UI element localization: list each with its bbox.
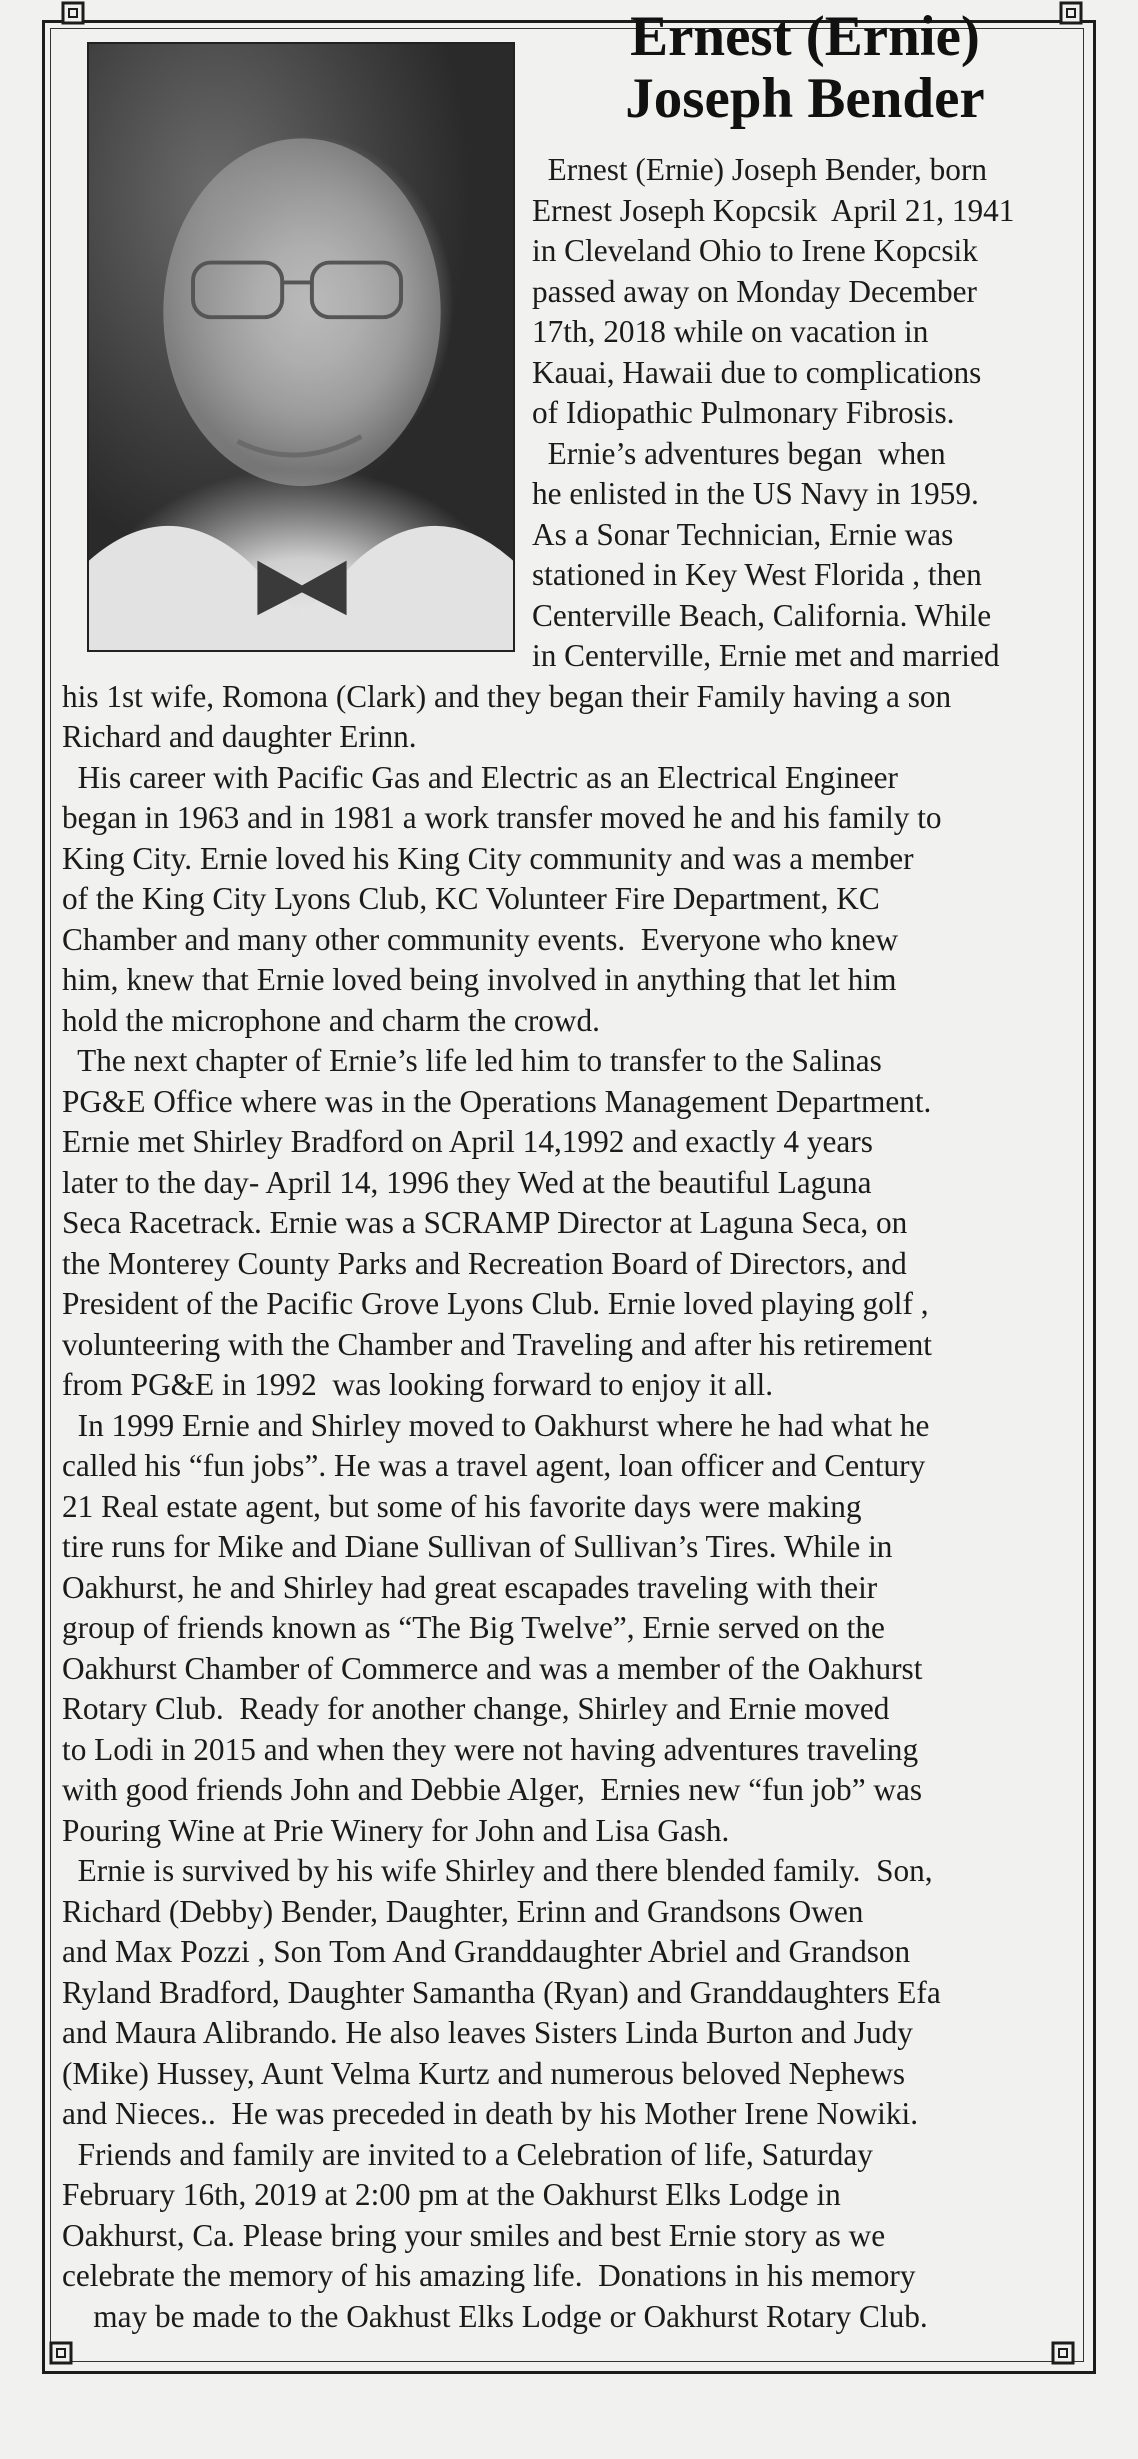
- body-line: his 1st wife, Romona (Clark) and they began their Family having a son: [62, 678, 952, 714]
- body-line: Oakhurst Chamber of Commerce and was a member of the Oakhurst: [62, 1650, 923, 1686]
- body-line: group of friends known as “The Big Twelve”, Ernie served on the: [62, 1610, 885, 1645]
- body-line: called his “fun jobs”. He was a travel agent, loan officer and Century: [62, 1448, 926, 1483]
- body-line: celebrate the memory of his amazing life. Donations in his memory: [62, 2258, 916, 2293]
- body-line: from PG&E in 1992 was looking forward to enjoy it all.: [62, 1367, 774, 1402]
- body-line: to Lodi in 2015 and when they were not having adventures traveling: [62, 1731, 919, 1767]
- body-line: His career with Pacific Gas and Electric as an Electrical Engineer: [62, 759, 898, 795]
- body-line: in Centerville, Ernie met and married: [532, 638, 1000, 673]
- corner-ornament-icon: [1050, 2340, 1078, 2368]
- body-line: volunteering with the Chamber and Traveling and after his retirement: [62, 1326, 933, 1362]
- body-line: February 16th, 2019 at 2:00 pm at the Oakhurst Elks Lodge in: [62, 2177, 841, 2212]
- body-line: Ernest Joseph Kopcsik April 21, 1941: [532, 192, 1015, 228]
- body-line: hold the microphone and charm the crowd.: [62, 1002, 600, 1038]
- body-line: Oakhurst, Ca. Please bring your smiles and best Ernie story as we: [62, 2217, 886, 2253]
- body-line: Ernest (Ernie) Joseph Bender, born: [532, 152, 988, 187]
- body-line: stationed in Key West Florida , then: [532, 557, 982, 592]
- body-line: began in 1963 and in 1981 a work transfer moved he and his family to: [62, 800, 942, 835]
- body-line: PG&E Office where was in the Operations Management Department.: [62, 1083, 932, 1119]
- body-line: with good friends John and Debbie Alger, Ernies new “fun job” was: [62, 1772, 923, 1807]
- body-line: him, knew that Ernie loved being involved in anything that let him: [62, 962, 897, 997]
- body-line: Seca Racetrack. Ernie was a SCRAMP Director at Laguna Seca, on: [62, 1205, 908, 1240]
- body-line: he enlisted in the US Navy in 1959.: [532, 476, 979, 511]
- title-line: Ernest (Ernie): [630, 5, 980, 68]
- body-line: 17th, 2018 while on vacation in: [532, 314, 929, 349]
- corner-ornament-icon: [48, 2340, 76, 2368]
- body-line: Richard (Debby) Bender, Daughter, Erinn and Grandsons Owen: [62, 1893, 864, 1929]
- body-line: King City. Ernie loved his King City community and was a member: [62, 840, 914, 876]
- body-line: Ernie’s adventures began when: [532, 435, 946, 471]
- body-line: Pouring Wine at Prie Winery for John and Lisa Gash.: [62, 1812, 730, 1848]
- body-line: The next chapter of Ernie’s life led him to transfer to the Salinas: [62, 1043, 882, 1078]
- body-line: the Monterey County Parks and Recreation Board of Directors, and: [62, 1245, 907, 1281]
- body-line: Ernie met Shirley Bradford on April 14,1992 and exactly 4 years: [62, 1124, 873, 1159]
- body-line: later to the day- April 14, 1996 they Wed at the beautiful Laguna: [62, 1164, 872, 1200]
- body-line: of the King City Lyons Club, KC Volunteer Fire Department, KC: [62, 881, 880, 916]
- title-line: Joseph Bender: [625, 67, 985, 130]
- body-line: Richard and daughter Erinn.: [62, 719, 417, 754]
- body-line: Friends and family are invited to a Celebration of life, Saturday: [62, 2136, 873, 2172]
- body-line: and Maura Alibrando. He also leaves Sisters Linda Burton and Judy: [62, 2015, 913, 2050]
- body-line: (Mike) Hussey, Aunt Velma Kurtz and numerous beloved Nephews: [62, 2055, 906, 2091]
- body-line: Oakhurst, he and Shirley had great escapades traveling with their: [62, 1569, 878, 1605]
- body-line: Rotary Club. Ready for another change, Shirley and Ernie moved: [62, 1691, 890, 1726]
- body-line: Kauai, Hawaii due to complications: [532, 354, 982, 390]
- body-line: Centerville Beach, California. While: [532, 597, 992, 633]
- body-line: In 1999 Ernie and Shirley moved to Oakhurst where he had what he: [62, 1407, 930, 1443]
- body-line: Chamber and many other community events. Everyone who knew: [62, 921, 899, 957]
- body-line: As a Sonar Technician, Ernie was: [532, 516, 954, 552]
- body-line: of Idiopathic Pulmonary Fibrosis.: [532, 395, 955, 430]
- body-line: Ryland Bradford, Daughter Samantha (Ryan) and Granddaughters Efa: [62, 1974, 941, 2010]
- body-line: and Max Pozzi , Son Tom And Granddaughter Abriel and Grandson: [62, 1934, 911, 1969]
- body-line: may be made to the Oakhust Elks Lodge or Oakhurst Rotary Club.: [62, 2298, 928, 2334]
- body-line: Ernie is survived by his wife Shirley and there blended family. Son,: [62, 1853, 933, 1888]
- body-line: tire runs for Mike and Diane Sullivan of Sullivan’s Tires. While in: [62, 1529, 893, 1564]
- corner-ornament-icon: [60, 0, 88, 28]
- body-line: President of the Pacific Grove Lyons Club. Ernie loved playing golf ,: [62, 1286, 929, 1321]
- body-line: in Cleveland Ohio to Irene Kopcsik: [532, 233, 978, 268]
- obituary-body: [62, 150, 1072, 2337]
- body-line: and Nieces.. He was preceded in death by his Mother Irene Nowiki.: [62, 2096, 919, 2131]
- body-line: passed away on Monday December: [532, 273, 977, 309]
- body-line: 21 Real estate agent, but some of his favorite days were making: [62, 1488, 862, 1524]
- obituary-title: [540, 6, 1070, 130]
